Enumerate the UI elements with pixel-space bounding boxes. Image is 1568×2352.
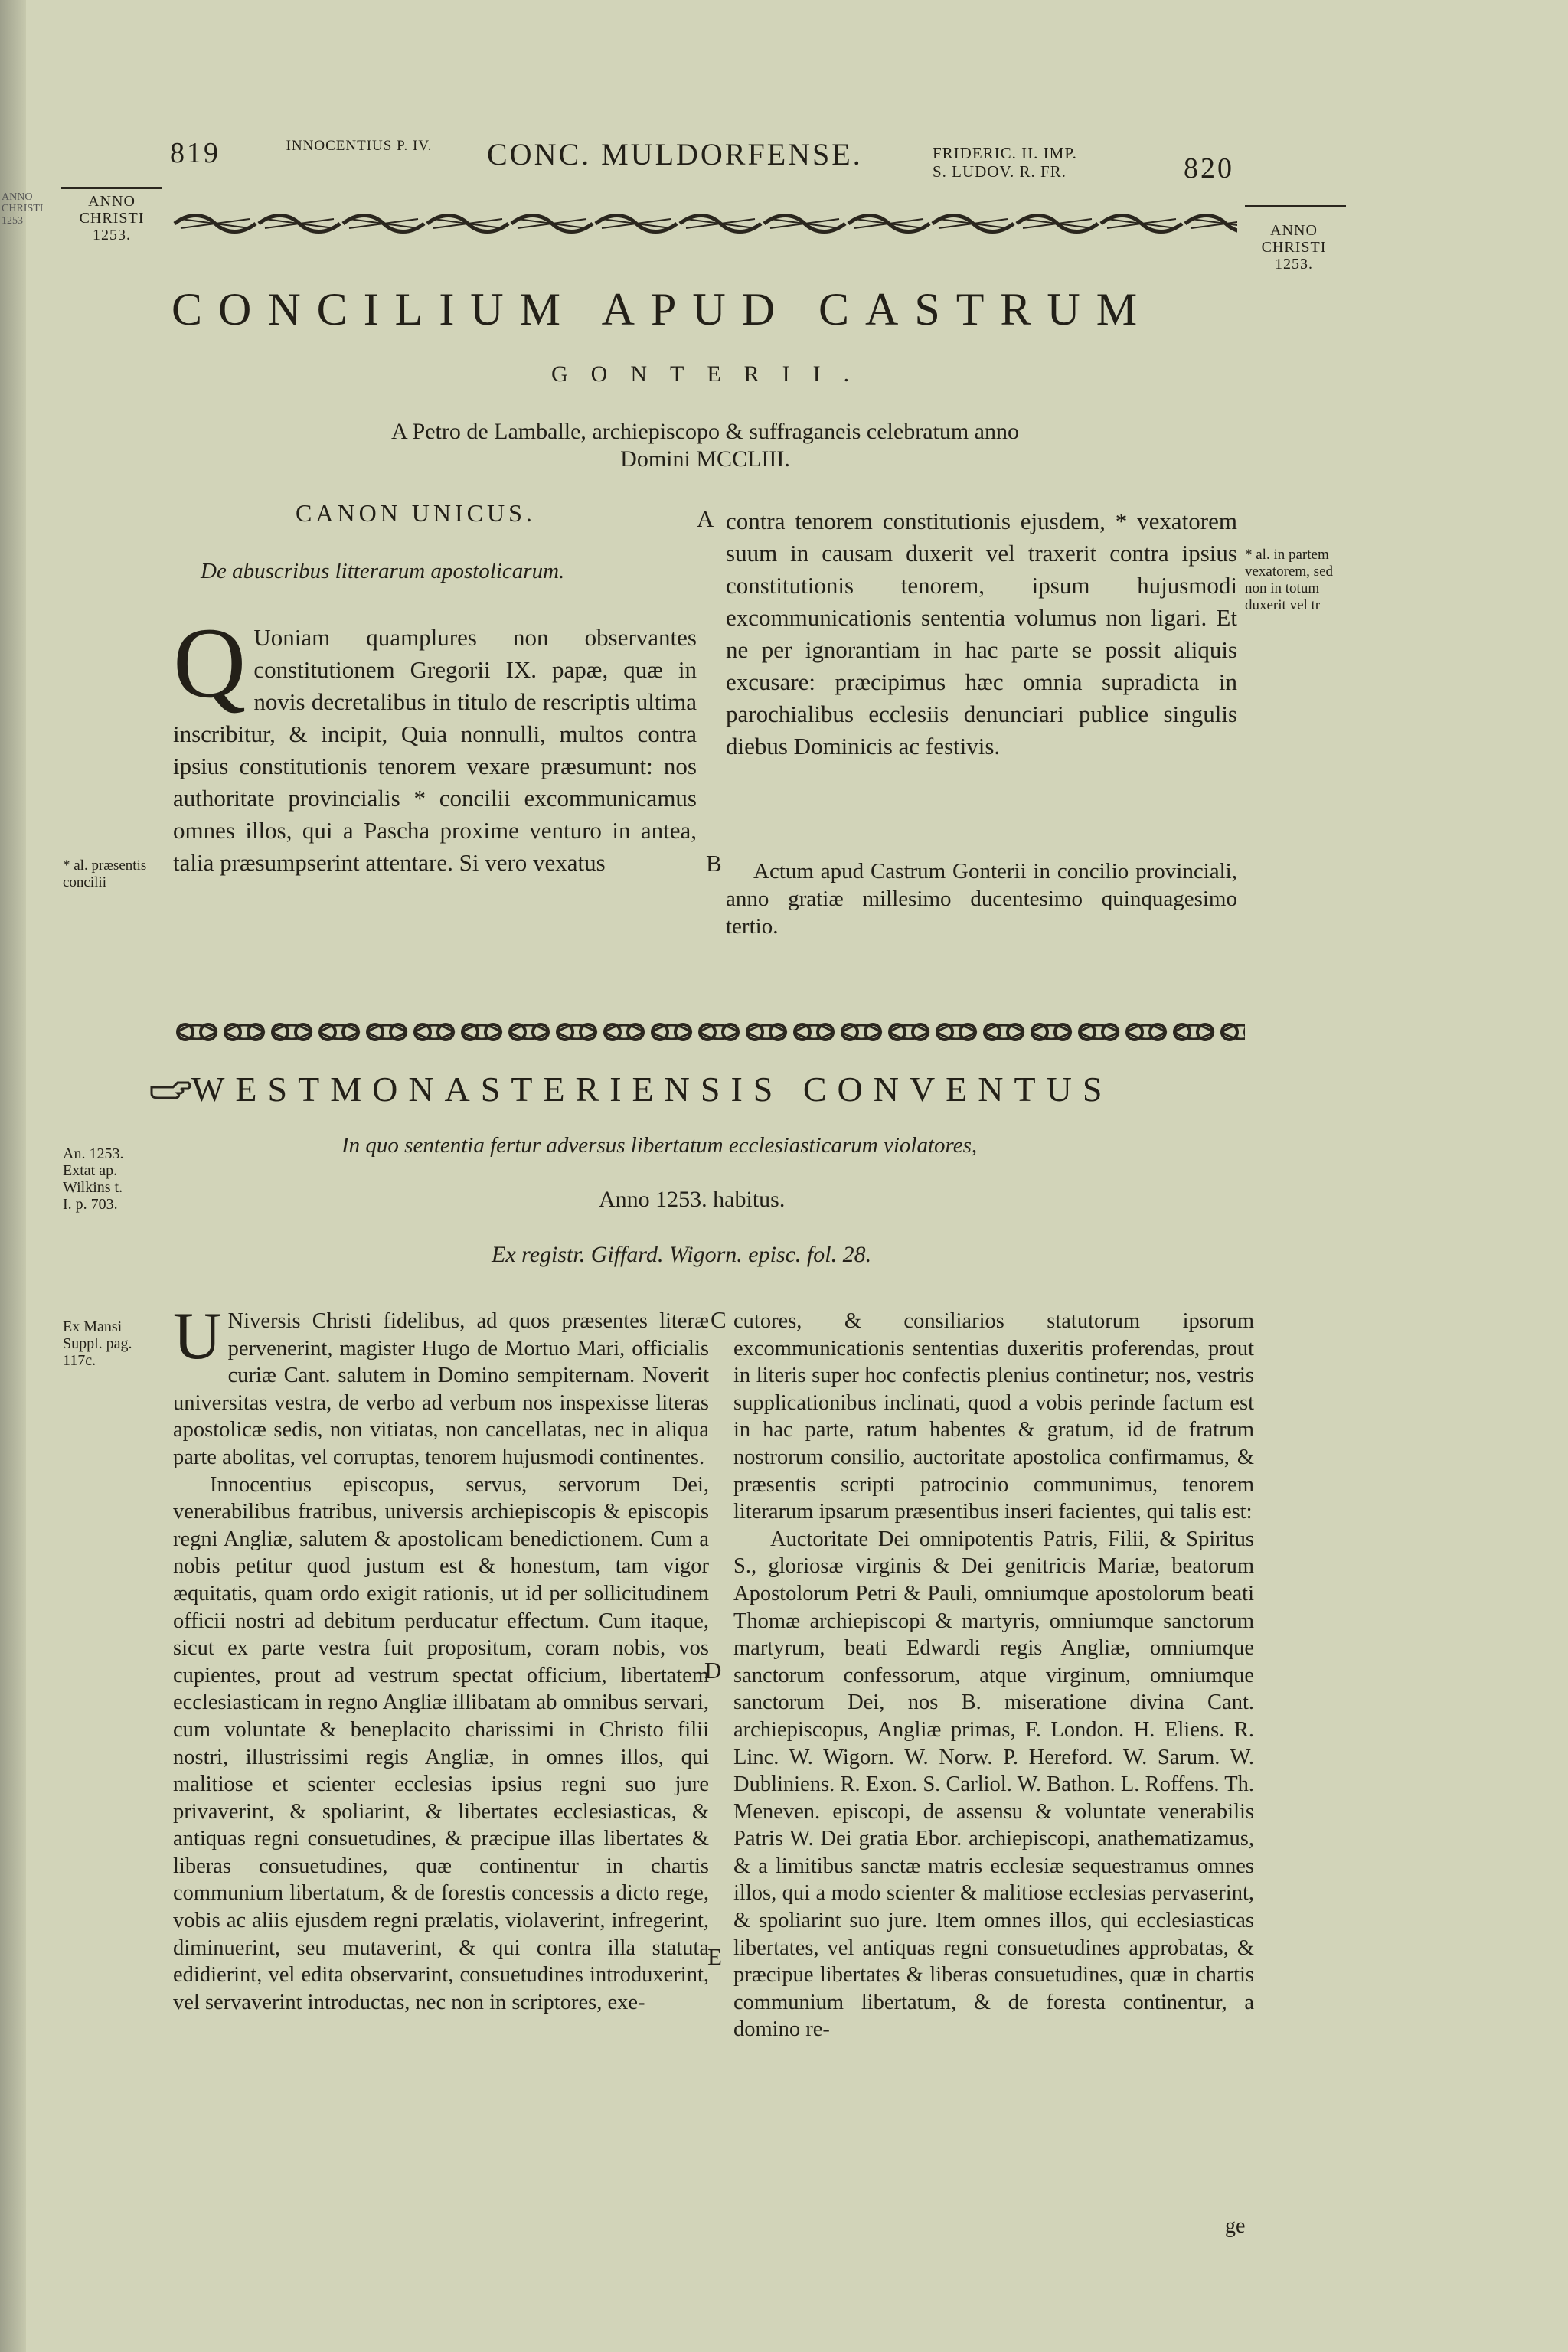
council1-subtitle: A Petro de Lamballe, archiepiscopo & suffraganeis celebratum anno Domini MCCLIII.: [391, 419, 1019, 472]
council2-left-column: [173, 1299, 709, 2016]
council2-right-p2: Auctoritate Dei omnipotentis Patris, Filii, & Spiritus S., gloriosæ virginis & Dei genitricis Mariæ, beatorum Apostolorum Petri & Pauli, omniumque apostolorum beati Thomæ archiepiscopi & martyris, omniumque sanctorum martyrum, beati Edwardi regis Angliæ, omniumque sanctorum confessorum, atque virginum, omniumque sanctorum Dei, nos B. miseratione divina Cant. archiepiscopus, Angliæ primas, F. London. H. Eliens. R. Linc. W. Wigorn. W. Norw. P. Hereford. W. Sarum. W. Dubliniens. R. Exon. S. Carliol. W. Bathon. L. Roffens. Th. Meneven. episcopi, de assensu & voluntate venerabilis Patris W. Dei gratia Ebor. archiepiscopi, anathematizamus, & a limitibus sanctæ matris ecclesiæ sequestramus omnes illos, qui a modo scienter & malitiose ecclesias pervaserint, & spoliarint suo jure. Item omnes illos, qui ecclesiasticas libertates, vel antiquas regni consuetudines approbatas, & præcipue libertates & liberas consuetudines, quæ in chartis communium libertatum, & de foresta continentur, a domino re-: [733, 1527, 1254, 2042]
margin-letter-d: D: [704, 1657, 722, 1684]
canon-subheading: De abuscribus litterarum apostolicarum.: [201, 559, 565, 583]
note-praesentis: * al. præsentis concilii: [63, 858, 147, 890]
council2-source: Ex registr. Giffard. Wigorn. episc. fol. 28.: [492, 1242, 872, 1267]
header-pope: INNOCENTIUS P. IV.: [286, 138, 433, 154]
page-number-left: 819: [170, 137, 220, 169]
actum-text: Actum apud Castrum Gonterii in concilio provinciali, anno gratiæ millesimo ducentesimo quinquagesimo tertio.: [726, 859, 1237, 939]
council1-right-column: [726, 505, 1237, 763]
note-wilkins: An. 1253. Extat ap. Wilkins t. I. p. 703.: [63, 1145, 124, 1213]
adjacent-page-edge: [0, 0, 44, 2352]
council2-title: WESTMONASTERIENSIS CONVENTUS: [191, 1070, 1113, 1109]
margin-letter-c: C: [710, 1306, 727, 1333]
council2-left-p2: Innocentius episcopus, servus, servorum Dei, venerabilibus fratribus, universis archiepiscopis & episcopis regni Angliæ, salutem & apostolicam benedictionem. Cum a nobis petitur quod justum est & honestum, tam vigor æquitatis, quam ordo exigit rationis, ut id per sollicitudinem officii nostri ad debitum perducatur effectum. Cum itaque, sicut ex parte vestra fuit propositum, coram nobis, vos cupientes, prout ad vestrum spectat officium, libertatem ecclesiasticam in regno Angliæ illibatam ab omnibus servari, cum voluntate & beneplacito charissimi in Christo filii nostri, illustrissimi regis Angliæ, in omnes illos, qui malitiose et scienter ecclesias ipsius regni suo jure privaverint, & spoliarint, & libertates ecclesiasticas, & antiquas regni consuetudines, & præcipue illas libertates & liberas consuetudines, quæ continentur in chartis communium libertatum, & de forestis concessis a dicto rege, vobis ac aliis ejusdem regni prælatis, violaverint, infregerint, diminuerint, seu mutaverint, & qui contra illa statuta edidierint, vel edita observarint, consuetudines introduxerint, vel servaverint introductas, nec non in scriptores, exe-: [173, 1472, 709, 2014]
header-ruler: FRIDERIC. II. IMP. S. LUDOV. R. FR.: [933, 144, 1077, 181]
actum-block: [726, 858, 1237, 940]
council1-title: CONCILIUM APUD CASTRUM: [172, 284, 1154, 335]
anno-right: ANNO CHRISTI 1253.: [1261, 222, 1327, 273]
margin-letter-e: E: [707, 1943, 722, 1970]
council2-year: Anno 1253. habitus.: [599, 1187, 786, 1212]
council1-left-column: [173, 606, 697, 879]
council1-left-text: Uoniam quamplures non observantes constitutionem Gregorii IX. papæ, quæ in novis decretalibus in titulo de rescriptis ultima inscribitur, & incipit, Quia nonnulli, multos contra ipsius constitutionis tenorem vexare præsumunt: nos authoritate provincialis * concilii excommunicamus omnes illos, qui a Pascha proxime venturo in antea, talia præsumpserint attentare. Si vero vexatus: [173, 624, 697, 876]
page-number-right: 820: [1184, 152, 1234, 185]
dropcap-q: Q: [173, 606, 247, 719]
anno-left: ANNO CHRISTI 1253.: [79, 193, 145, 243]
council2-right-column: [733, 1308, 1254, 2043]
council1-place: GONTERII.: [551, 361, 873, 387]
council2-left-p1: Niversis Christi fidelibus, ad quos præsentes literæ pervenerint, magister Hugo de Mortuo Mari, officialis curiæ Cant. salutem in Domino sempiternam. Noverit universitas vestra, de verbo ad verbum nos inspexisse literas apostolicæ sedis, non vitiatas, non cancellatas, nec in aliqua parte abolitas, vel corruptas, tenorem hujusmodi continentes.: [173, 1309, 709, 1469]
council1-right-text: contra tenorem constitutionis ejusdem, * vexatorem suum in causam duxerit vel traxerit contra ipsius constitutionis tenorem, ipsum hujusmodi excommunicationis sententia volumus non ligari. Et ne per ignorantiam in hac parte se possit aliquis excusare: præcipimus hæc omnia supradicta in parochialibus ecclesiis denunciari publice singulis diebus Dominicis ac festivis.: [726, 508, 1237, 760]
running-title: CONC. MULDORFENSE.: [487, 137, 863, 172]
dropcap-u: U: [173, 1299, 222, 1374]
edge-anno-text: ANNO CHRISTI 1253: [2, 191, 44, 227]
margin-letter-a: A: [697, 505, 714, 532]
note-in-partem: * al. in partem vexatorem, sed non in totum duxerit vel tr: [1245, 547, 1334, 613]
anno-rule-left: [61, 187, 162, 189]
margin-letter-b: B: [706, 850, 722, 877]
note-mansi: Ex Mansi Suppl. pag. 117c.: [63, 1318, 132, 1369]
council2-right-p1: cutores, & consiliarios statutorum ipsorum excommunicationis sententias duxeritis proferendas, prout in literis super hoc confectis plenius continetur; nos, vestris supplicationibus inclinati, quod a vobis perinde factum est in hac parte, ratum habentes & gratum, id de fratrum nostrorum consilio, auctoritate apostolica confirmamus, & præsentis scripti patrocinio communimus, tenorem literarum ipsarum præsentibus inseri facientes, qui talis est:: [733, 1309, 1254, 1524]
anno-rule-right: [1245, 205, 1346, 207]
pointing-hand-icon: [150, 1080, 191, 1102]
canon-heading: CANON UNICUS.: [296, 499, 536, 527]
catchword: ge: [1225, 2214, 1246, 2238]
council2-subtitle: In quo sententia fertur adversus libertatum ecclesiasticarum violatores,: [341, 1133, 978, 1158]
header-ornament: [173, 211, 1237, 236]
section-ornament: [173, 1018, 1245, 1046]
